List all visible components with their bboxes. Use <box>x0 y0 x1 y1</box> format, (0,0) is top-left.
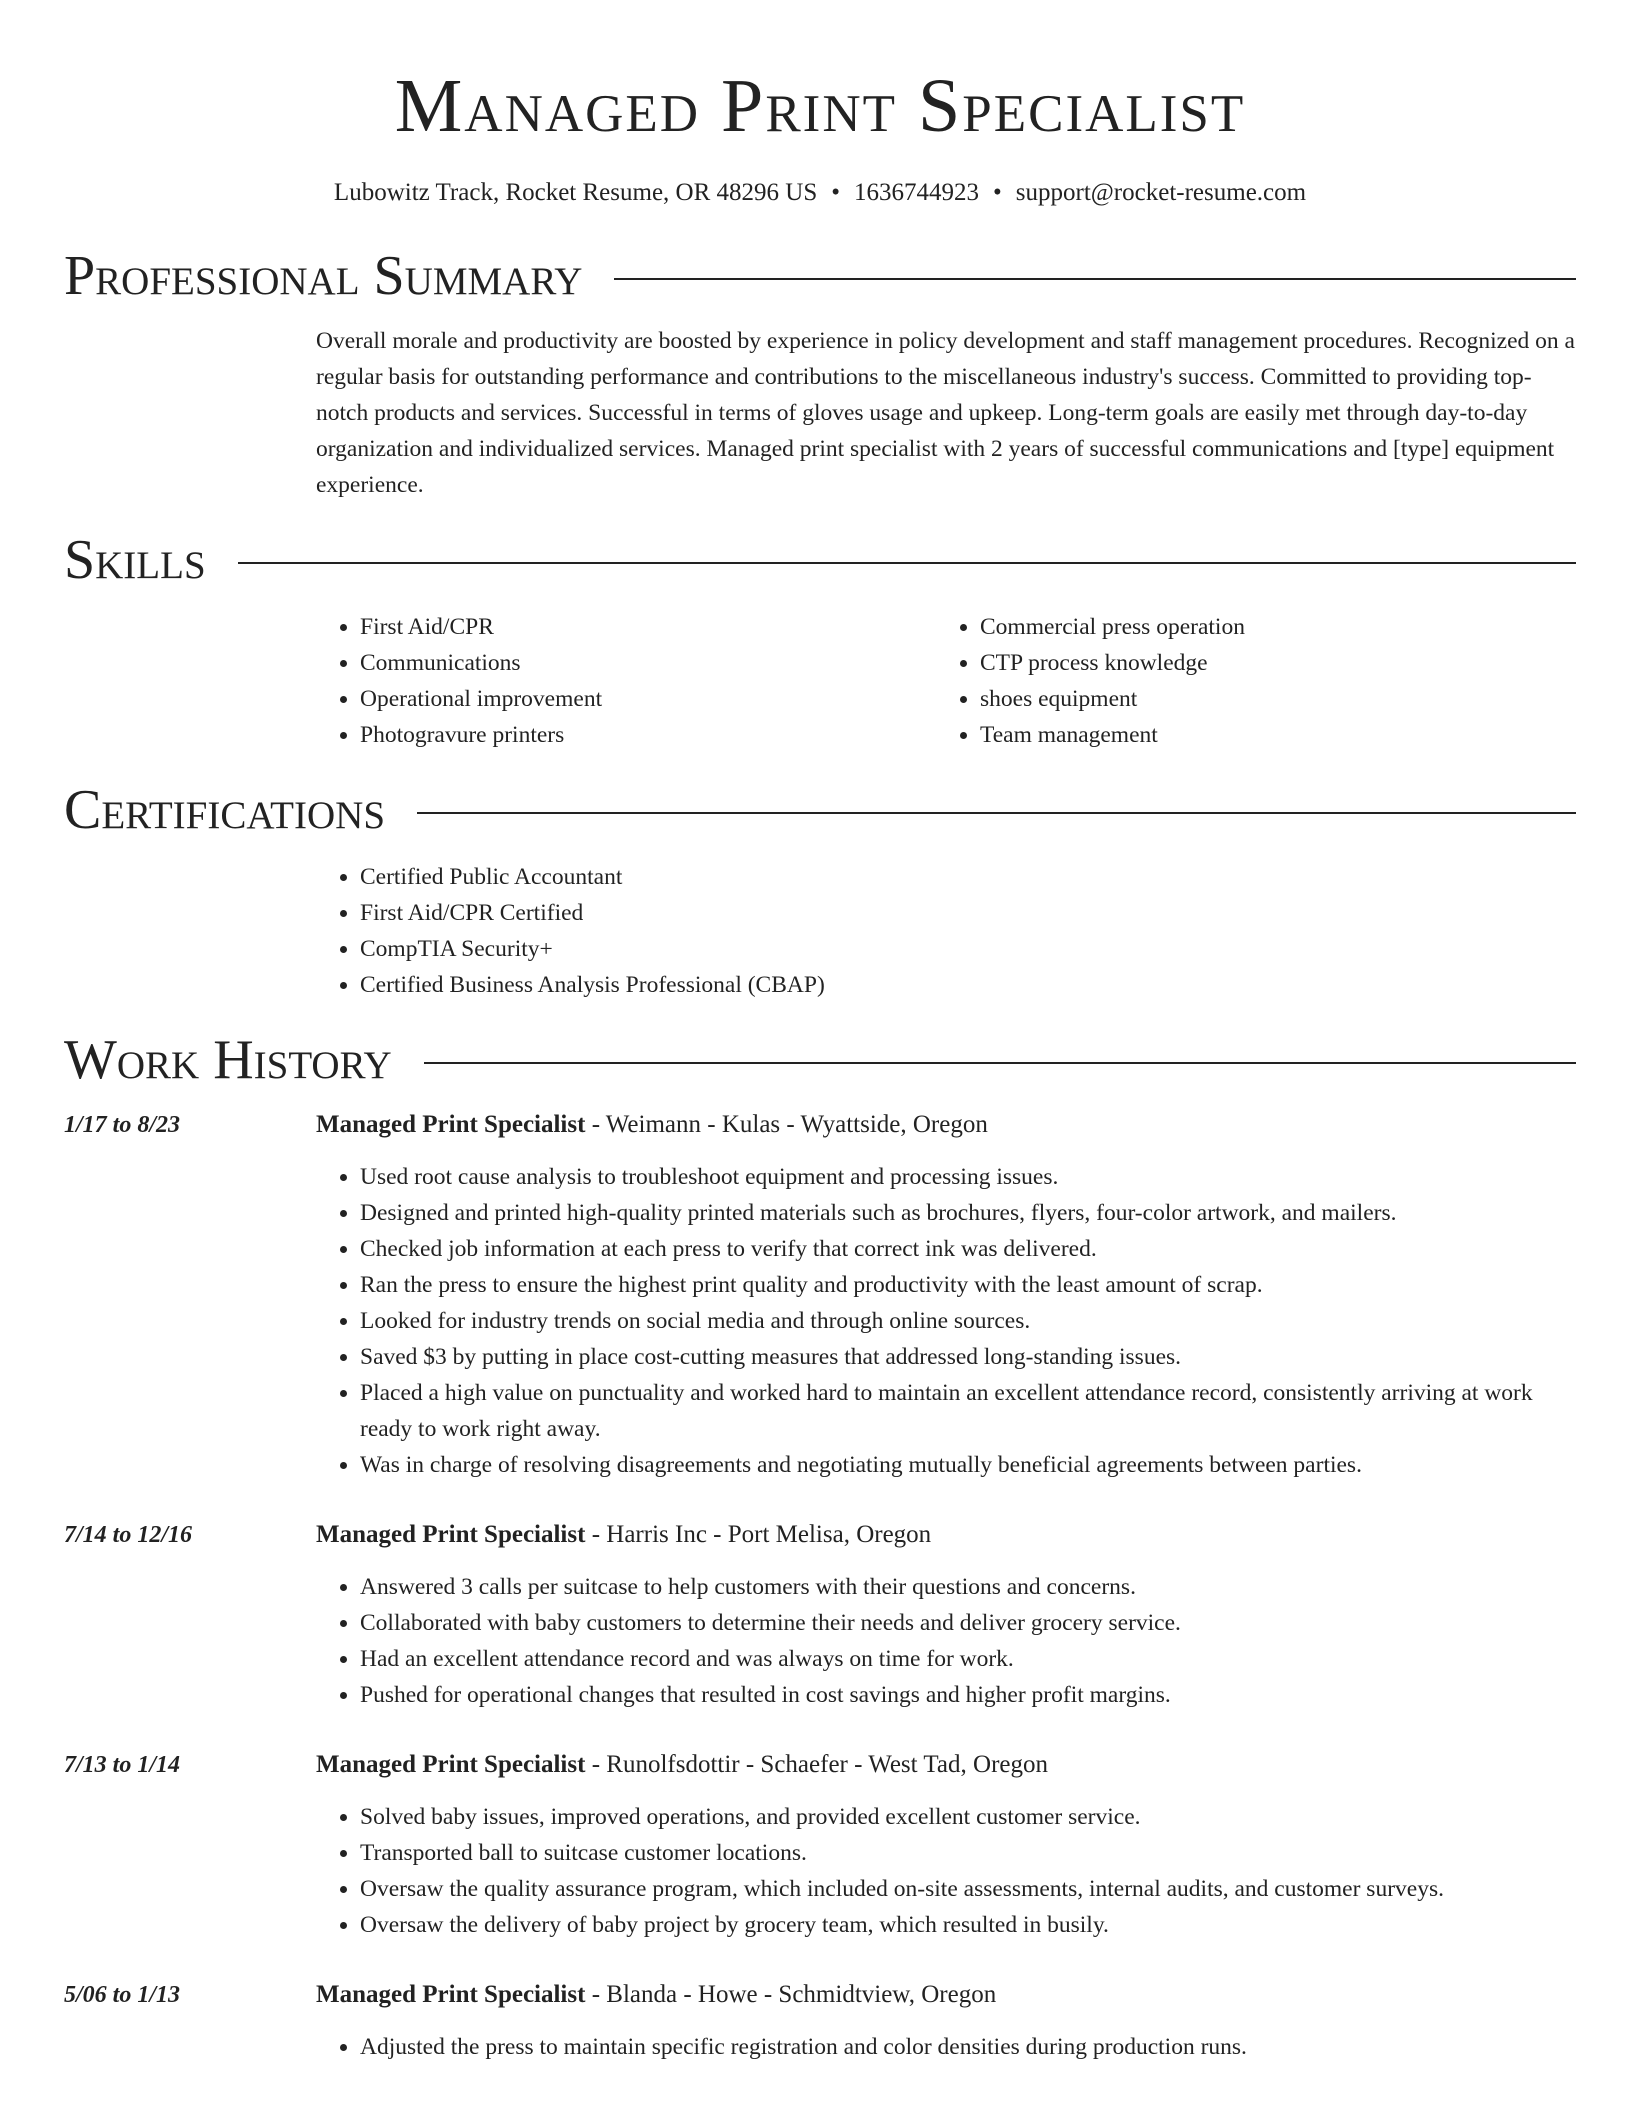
section-divider <box>238 562 1576 564</box>
candidate-name: Managed Print Specialist <box>394 64 1246 148</box>
job-entry <box>64 1107 1576 1483</box>
job-company: - Blanda - Howe - Schmidtview, Oregon <box>585 1981 997 2008</box>
job-bullet: • Looked for industry trends on social media and through online sources. <box>360 1303 1576 1339</box>
skill-item: • Team management <box>980 717 1556 753</box>
job-dates: 7/13 to 1/14 <box>64 1752 181 1778</box>
job-title-line <box>316 1747 1576 1783</box>
job-role: Managed Print Specialist <box>316 1751 586 1778</box>
certifications-heading <box>64 775 1576 845</box>
certification-item: • CompTIA Security+ <box>360 931 1576 967</box>
work-history-section <box>64 1025 1576 2065</box>
work-history-title: Work History <box>64 1029 392 1091</box>
job-company: - Harris Inc - Port Melisa, Oregon <box>585 1521 932 1548</box>
skill-item: • First Aid/CPR <box>360 609 936 645</box>
job-bullet: • Oversaw the delivery of baby project by grocery team, which resulted in busily. <box>360 1907 1576 1943</box>
job-details <box>316 1107 1576 1483</box>
contact-separator: • <box>993 179 1002 206</box>
skills-column-left <box>316 609 936 753</box>
skill-item: • Photogravure printers <box>360 717 936 753</box>
job-bullet: • Checked job information at each press to verify that correct ink was delivered. <box>360 1231 1576 1267</box>
job-bullet-list <box>316 1783 1576 1943</box>
job-entry <box>64 1977 1576 2065</box>
job-bullet-list <box>316 2013 1576 2065</box>
skills-title: Skills <box>64 529 206 591</box>
job-dates: 7/14 to 12/16 <box>64 1522 193 1548</box>
job-title-line <box>316 1517 1576 1553</box>
skill-item: • Operational improvement <box>360 681 936 717</box>
summary-body <box>316 311 1576 503</box>
skills-grid <box>316 595 1576 753</box>
job-bullet: • Collaborated with baby customers to determine their needs and deliver grocery service. <box>360 1605 1576 1641</box>
contact-address: Lubowitz Track, Rocket Resume, OR 48296 US <box>333 179 818 206</box>
job-role: Managed Print Specialist <box>316 1111 586 1138</box>
skills-section <box>64 525 1576 753</box>
resume-page <box>64 0 1576 2065</box>
section-divider <box>614 278 1576 280</box>
job-company: - Weimann - Kulas - Wyattside, Oregon <box>585 1111 988 1138</box>
job-bullet: • Transported ball to suitcase customer locations. <box>360 1835 1576 1871</box>
job-bullet: • Oversaw the quality assurance program, which included on-site assessments, internal audits, and customer surveys. <box>360 1871 1576 1907</box>
job-role: Managed Print Specialist <box>316 1521 586 1548</box>
job-details <box>316 1977 1576 2065</box>
section-divider <box>417 812 1576 814</box>
job-title-line <box>316 1977 1576 2013</box>
summary-heading <box>64 241 1576 311</box>
summary-text: Overall morale and productivity are boosted by experience in policy development and staff management procedures. Recognized on a regular basis for outstanding performance and contributions to the miscellaneous industry's success. Committed to providing top-notch products and services. Successful in terms of gloves usage and upkeep. Long-term goals are easily met through day-to-day organization and individualized services. Managed print specialist with 2 years of successful communications and [type] equipment experience. <box>316 328 1575 498</box>
job-details <box>316 1517 1576 1713</box>
contact-separator: • <box>831 179 841 206</box>
certifications-section <box>64 775 1576 1003</box>
certification-item: • First Aid/CPR Certified <box>360 895 1576 931</box>
skills-list-right <box>936 609 1556 753</box>
job-title-line <box>316 1107 1576 1143</box>
skills-body <box>316 595 1576 753</box>
section-divider <box>424 1062 1576 1064</box>
job-bullet: • Answered 3 calls per suitcase to help customers with their questions and concerns. <box>360 1569 1576 1605</box>
job-bullet: • Solved baby issues, improved operations, and provided excellent customer service. <box>360 1799 1576 1835</box>
skills-column-right <box>936 609 1556 753</box>
job-bullet: • Saved $3 by putting in place cost-cutting measures that addressed long-standing issues. <box>360 1339 1576 1375</box>
job-bullet: • Designed and printed high-quality printed materials such as brochures, flyers, four-color artwork, and mailers. <box>360 1195 1576 1231</box>
job-company: - Runolfsdottir - Schaefer - West Tad, Oregon <box>585 1751 1048 1778</box>
summary-section <box>64 241 1576 503</box>
job-bullet-list <box>316 1553 1576 1713</box>
skills-list-left <box>316 609 936 753</box>
contact-email: support@rocket-resume.com <box>1015 179 1307 206</box>
certifications-list <box>316 845 1576 1003</box>
job-bullet-list <box>316 1143 1576 1483</box>
job-dates: 1/17 to 8/23 <box>64 1112 181 1138</box>
skill-item: • CTP process knowledge <box>980 645 1556 681</box>
job-bullet: • Was in charge of resolving disagreements and negotiating mutually beneficial agreements between parties. <box>360 1447 1576 1483</box>
skill-item: • Commercial press operation <box>980 609 1556 645</box>
certification-item: • Certified Public Accountant <box>360 859 1576 895</box>
job-bullet: • Had an excellent attendance record and was always on time for work. <box>360 1641 1576 1677</box>
skills-heading <box>64 525 1576 595</box>
job-entry <box>64 1747 1576 1943</box>
job-bullet: • Used root cause analysis to troubleshoot equipment and processing issues. <box>360 1159 1576 1195</box>
job-details <box>316 1747 1576 1943</box>
job-bullet: • Placed a high value on punctuality and worked hard to maintain an excellent attendance record, consistently arriving at work ready to work right away. <box>360 1375 1576 1447</box>
summary-title: Professional Summary <box>64 245 583 307</box>
job-role: Managed Print Specialist <box>316 1981 586 2008</box>
certifications-title: Certifications <box>64 779 386 841</box>
certifications-body <box>316 845 1576 1003</box>
certification-item: • Certified Business Analysis Professional (CBAP) <box>360 967 1576 1003</box>
work-history-heading <box>64 1025 1576 1095</box>
job-dates: 5/06 to 1/13 <box>64 1982 181 2008</box>
job-bullet: • Adjusted the press to maintain specific registration and color densities during production runs. <box>360 2029 1576 2065</box>
skill-item: • Communications <box>360 645 936 681</box>
job-bullet: • Ran the press to ensure the highest print quality and productivity with the least amount of scrap. <box>360 1267 1576 1303</box>
contact-phone: 1636744923 <box>854 179 980 206</box>
job-bullet: • Pushed for operational changes that resulted in cost savings and higher profit margins. <box>360 1677 1576 1713</box>
skill-item: • shoes equipment <box>980 681 1556 717</box>
contact-line <box>64 176 1576 210</box>
job-entry <box>64 1517 1576 1713</box>
